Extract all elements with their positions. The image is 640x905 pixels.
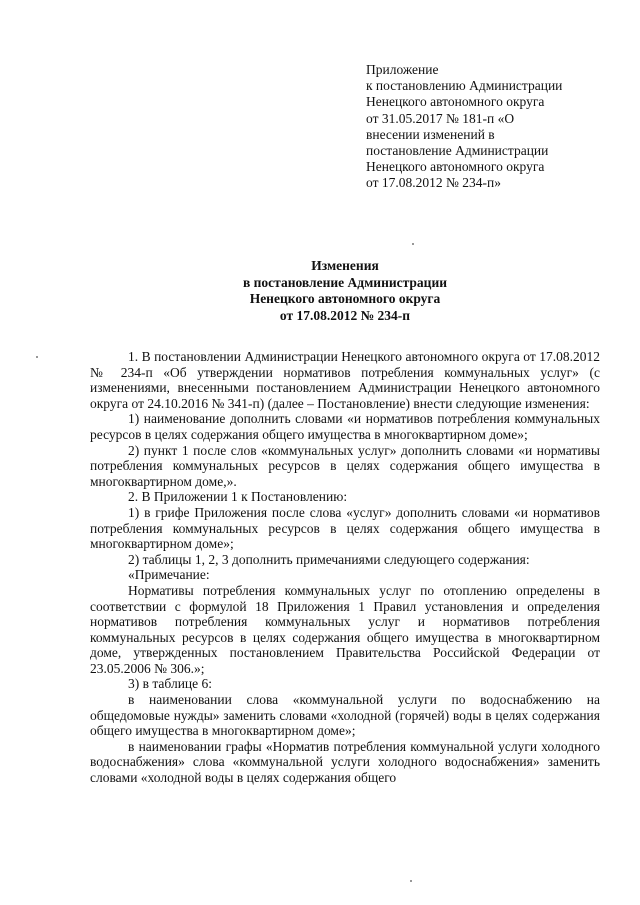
paragraph: 1) наименование дополнить словами «и нормативов потребления коммунальных ресурсов в целях содержания общего имущества в многоквартирном доме»; — [90, 411, 600, 442]
appendix-line: к постановлению Администрации — [366, 78, 563, 94]
paragraph: «Примечание: — [128, 567, 210, 583]
title-line: Изменения — [311, 258, 379, 273]
appendix-line: Ненецкого автономного округа — [366, 94, 545, 110]
appendix-line: внесении изменений в — [366, 126, 495, 142]
paragraph: в наименовании слова «коммунальной услуги по водоснабжению на общедомовые нужды» заменить словами «холодной (горячей) воды в целях содержания общего имущества в многоквартирном доме»; — [90, 692, 600, 739]
paragraph: 2. В Приложении 1 к Постановлению: — [128, 489, 348, 505]
document-body — [90, 349, 600, 786]
scan-speck — [412, 243, 414, 245]
paragraph: 2) пункт 1 после слов «коммунальных услуг» дополнить словами «и нормативы потребления коммунальных ресурсов в целях содержания общего имущества в многоквартирном доме,». — [90, 442, 600, 489]
title-line: от 17.08.2012 № 234-п — [279, 307, 411, 323]
paragraph: 3) в таблице 6: — [128, 676, 213, 692]
title-line: в постановление Администрации — [242, 274, 448, 290]
scan-speck — [410, 880, 412, 882]
appendix-line: постановление Администрации — [366, 143, 549, 159]
appendix-line: Ненецкого автономного округа — [366, 159, 545, 175]
appendix-line: от 31.05.2017 № 181-п «О — [366, 110, 515, 126]
appendix-header — [366, 62, 616, 192]
title-line: Ненецкого автономного округа — [249, 291, 441, 306]
paragraph: 1. В постановлении Администрации Ненецкого автономного округа от 17.08.2012 № 234-п «Об утверждении нормативов потребления коммунальных услуг» (с изменениями, внесенными постановлением Администрации Ненецкого автономного округа от 24.10.2016 № 341-п) (далее – Постановление) внести следующие изменения: — [90, 349, 600, 411]
paragraph: 2) таблицы 1, 2, 3 дополнить примечаниями следующего содержания: — [128, 551, 530, 567]
paragraph: Нормативы потребления коммунальных услуг по отоплению определены в соответствии с формулой 18 Приложения 1 Правил установления и определения нормативов потребления коммунальных услуг и нормативов потребления коммунальных ресурсов в целях содержания общего имущества в многоквартирном доме, утвержденных постановлением Правительства Российской Федерации от 23.05.2006 № 306.»; — [90, 582, 600, 676]
document-title — [90, 258, 600, 324]
paragraph: 1) в грифе Приложения после слова «услуг» дополнить словами «и нормативов потребления коммунальных ресурсов в целях содержания общего имущества в многоквартирном доме»; — [90, 504, 600, 552]
scan-speck — [36, 356, 38, 358]
appendix-line: Приложение — [366, 62, 439, 77]
paragraph: в наименовании графы «Норматив потребления коммунальной услуги холодного водоснабжения» слова «коммунальной услуги холодного водоснабжения» заменить словами «холодной воды в целях содержания общего — [90, 738, 600, 786]
appendix-line: от 17.08.2012 № 234-п» — [366, 175, 501, 191]
